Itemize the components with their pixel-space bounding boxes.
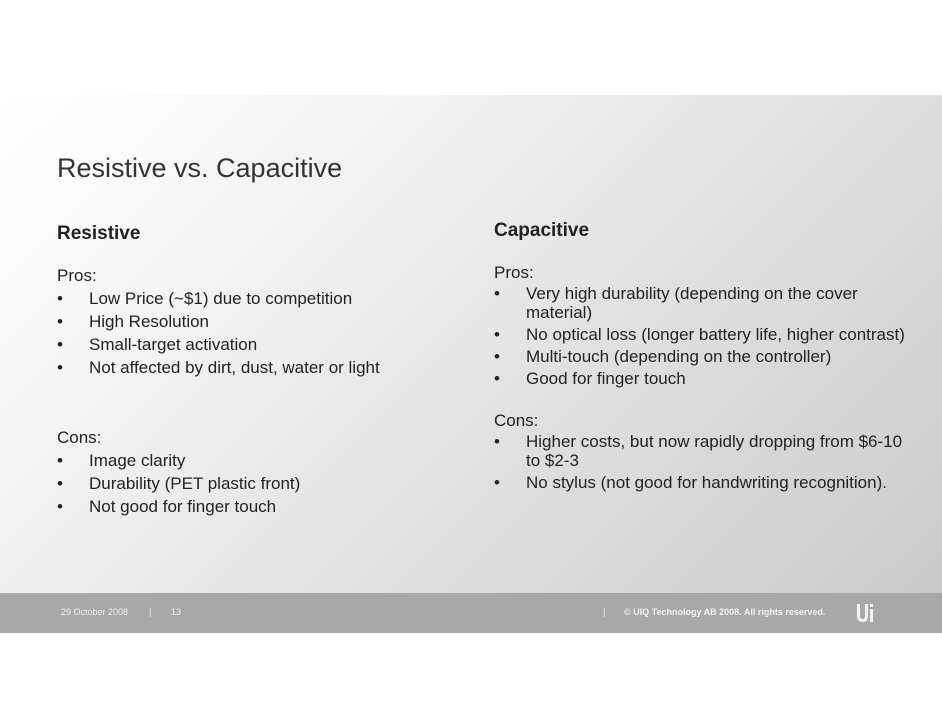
- resistive-pros-label: Pros:: [57, 266, 97, 285]
- list-item: • Good for finger touch: [494, 369, 686, 388]
- bullet: •: [57, 451, 63, 470]
- footer-separator: |: [149, 607, 152, 617]
- bullet: •: [57, 474, 63, 493]
- bullet: •: [57, 312, 63, 331]
- list-item: • Small-target activation: [57, 335, 258, 354]
- list-item: • Low Price (~$1) due to competition: [57, 289, 353, 308]
- list-item: • No stylus (not good for handwriting recognition).: [494, 473, 887, 492]
- list-item: • Not good for finger touch: [57, 497, 277, 516]
- capacitive-heading: Capacitive: [494, 220, 590, 241]
- list-item: • Very high durability (depending on the cover material): [494, 284, 858, 322]
- capacitive-column: [494, 219, 914, 495]
- footer-date: 29 October 2008: [61, 607, 129, 617]
- page-number: 13: [171, 607, 182, 617]
- resistive-heading: Resistive: [57, 223, 141, 244]
- bullet: •: [57, 335, 63, 354]
- bullet: •: [57, 497, 63, 516]
- slide-footer: [0, 593, 942, 633]
- resistive-column: [57, 222, 457, 518]
- footer-separator: |: [603, 607, 606, 617]
- list-item: • Multi-touch (depending on the controller): [494, 347, 832, 366]
- list-item: • Image clarity: [57, 451, 186, 470]
- resistive-cons-list: [57, 449, 457, 518]
- bullet: •: [57, 358, 63, 377]
- bullet: •: [494, 473, 500, 492]
- capacitive-pros-label: Pros:: [494, 263, 534, 282]
- resistive-cons-label: Cons:: [57, 428, 102, 447]
- bullet: •: [494, 432, 500, 451]
- bullet: •: [494, 325, 500, 344]
- bullet: •: [494, 284, 500, 303]
- bullet: •: [57, 289, 63, 308]
- bullet: •: [494, 347, 500, 366]
- list-item: • No optical loss (longer battery life, higher contrast): [494, 325, 905, 344]
- list-item: • Not affected by dirt, dust, water or light: [57, 358, 380, 377]
- bullet: •: [494, 369, 500, 388]
- footer-copyright: © UIQ Technology AB 2008. All rights reserved.: [624, 607, 826, 617]
- list-item: • High Resolution: [57, 312, 210, 331]
- capacitive-cons-label: Cons:: [494, 411, 539, 430]
- uiq-logo-icon: [855, 601, 877, 625]
- resistive-pros-list: [57, 287, 457, 379]
- capacitive-cons-list: [494, 432, 914, 492]
- list-item: • Durability (PET plastic front): [57, 474, 301, 493]
- list-item: • Higher costs, but now rapidly dropping from $6-10 to $2-3: [494, 432, 903, 470]
- slide: [0, 95, 942, 633]
- capacitive-pros-list: [494, 284, 914, 388]
- slide-title: Resistive vs. Capacitive: [57, 153, 343, 183]
